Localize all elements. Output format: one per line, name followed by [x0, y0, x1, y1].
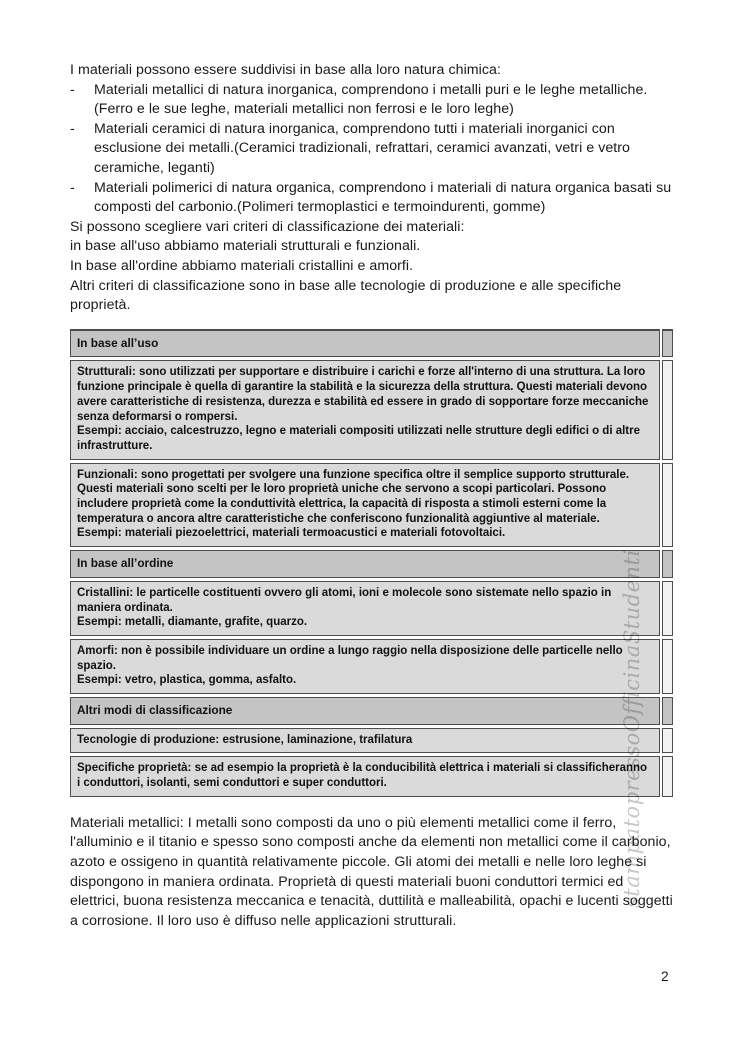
table-side-cell — [662, 756, 673, 796]
intro-lead: I materiali possono essere suddivisi in base alla loro natura chimica: — [70, 62, 501, 78]
page-content — [70, 61, 673, 931]
bullet-item — [70, 120, 673, 179]
intro-paragraph: Si possono scegliere vari criteri di classificazione dei materiali: — [70, 218, 465, 235]
table-side-cell — [662, 697, 673, 725]
bullet-item — [70, 179, 673, 218]
table-side-cell — [662, 463, 673, 548]
table-header-cell: In base all’uso — [70, 329, 660, 358]
bullet-marker: - — [70, 81, 75, 98]
table-body-row — [70, 728, 673, 754]
table-body-row — [70, 639, 673, 694]
intro-paragraph: in base all'uso abbiamo materiali strutturali e funzionali. — [70, 238, 421, 255]
intro-paragraph: Altri criteri di classificazione sono in base alle tecnologie di produzione e alle specifiche proprietà. — [70, 277, 622, 314]
table-cell — [70, 463, 660, 548]
table-side-cell — [662, 639, 673, 694]
table-side-cell — [662, 360, 673, 459]
table-header-row — [70, 550, 673, 578]
cell-line: Esempi: metalli, diamante, grafite, quarzo. — [77, 616, 308, 629]
bullet-marker: - — [70, 120, 75, 137]
intro-paragraph: In base all'ordine abbiamo materiali cristallini e amorfi. — [70, 257, 414, 274]
table-header-row — [70, 697, 673, 725]
bullet-text: Materiali metallici di natura inorganica, comprendono i metalli puri e le leghe metalliche.(Ferro e le sue leghe, materiali metallici non ferrosi e le loro leghe) — [94, 81, 648, 118]
intro-paragraphs — [70, 218, 673, 316]
bullet-text: Materiali ceramici di natura inorganica, comprendono tutti i materiali inorganici con esclusione dei metalli.(Ceramici tradizionali, refrattari, ceramici avanzati, vetri e vetro ceramiche, leganti) — [94, 120, 630, 176]
table-body-row — [70, 756, 673, 796]
table-body-row — [70, 463, 673, 548]
table-cell — [70, 360, 660, 459]
table-cell — [70, 639, 660, 694]
table-cell — [70, 581, 660, 636]
classification-table — [70, 329, 673, 797]
cell-line: Amorfi: non è possibile individuare un ordine a lungo raggio nella disposizione delle particelle nello spazio. — [77, 644, 623, 672]
table-side-cell — [662, 581, 673, 636]
cell-line: Esempi: acciaio, calcestruzzo, legno e materiali compositi utilizzati nelle strutture degli edifici o di altre infrastrutture. — [77, 425, 641, 452]
bullet-marker: - — [70, 179, 75, 196]
table-header-cell: Altri modi di classificazione — [70, 697, 660, 725]
table-header-cell: In base all’ordine — [70, 550, 660, 578]
page-number: 2 — [661, 969, 669, 984]
watermark: stampatopressoOfficinaStudenti — [620, 549, 644, 908]
table-side-cell — [662, 550, 673, 578]
table-header-row — [70, 329, 673, 358]
cell-line: Esempi: vetro, plastica, gomma, asfalto. — [77, 674, 297, 687]
cell-line: Funzionali: sono progettati per svolgere una funzione specifica oltre il semplice supporto strutturale. Questi materiali sono scelti per le loro proprietà uniche che servono a scopi particolari. Possono includere proprietà come la conduttività elettrica, la capacità di risposta a stimoli esterni come la temperatura o ancora altre caratteristiche che conferiscono funzionalità aggiuntive al materiale. — [77, 468, 630, 525]
table-side-cell — [662, 329, 673, 358]
bullet-list — [70, 81, 673, 218]
table-cell — [70, 756, 660, 796]
cell-line: Esempi: materiali piezoelettrici, materiali termoacustici e materiali fotovoltaici. — [77, 527, 506, 540]
cell-line: Strutturali: sono utilizzati per supportare e distribuire i carichi e forze all'interno di una struttura. La loro funzione principale è quella di garantire la stabilità e la sicurezza della struttura. Questi materiali devono avere caratteristiche di resistenza, durezza e stabilità ed essere in grado di sopportare forze meccaniche senza deformarsi o rompersi. — [77, 366, 649, 423]
bullet-item — [70, 81, 673, 120]
closing-paragraph: Materiali metallici: I metalli sono composti da uno o più elementi metallici come il ferro, l'alluminio e il titanio e spesso sono composti anche da elementi non metallici come il carbonio, azoto e ossigeno in quantità relativamente piccole. Gli atomi dei metalli e nelle loro leghe si dispongono in maniera ordinata. Proprietà di questi materiali buoni conduttori termici ed elettrici, buona resistenza meccanica e tenacità, duttilità e malleabilità, opachi e lucenti soggetti a corrosione. Il loro uso è diffuso nelle applicazioni strutturali. — [70, 814, 673, 929]
table-body-row — [70, 360, 673, 459]
table-cell — [70, 728, 660, 754]
cell-line: Tecnologie di produzione: estrusione, laminazione, trafilatura — [77, 733, 413, 746]
cell-line: Cristallini: le particelle costituenti ovvero gli atomi, ioni e molecole sono sistemate nello spazio in maniera ordinata. — [77, 586, 612, 614]
cell-line: Specifiche proprietà: se ad esempio la proprietà è la conducibilità elettrica i materiali si classificheranno i conduttori, isolanti, semi conduttori e super conduttori. — [77, 762, 648, 790]
table-side-cell — [662, 728, 673, 754]
table-body-row — [70, 581, 673, 636]
bullet-text: Materiali polimerici di natura organica, comprendono i materiali di natura organica basati su composti del carbonio.(Polimeri termoplastici e termoindurenti, gomme) — [94, 179, 672, 216]
